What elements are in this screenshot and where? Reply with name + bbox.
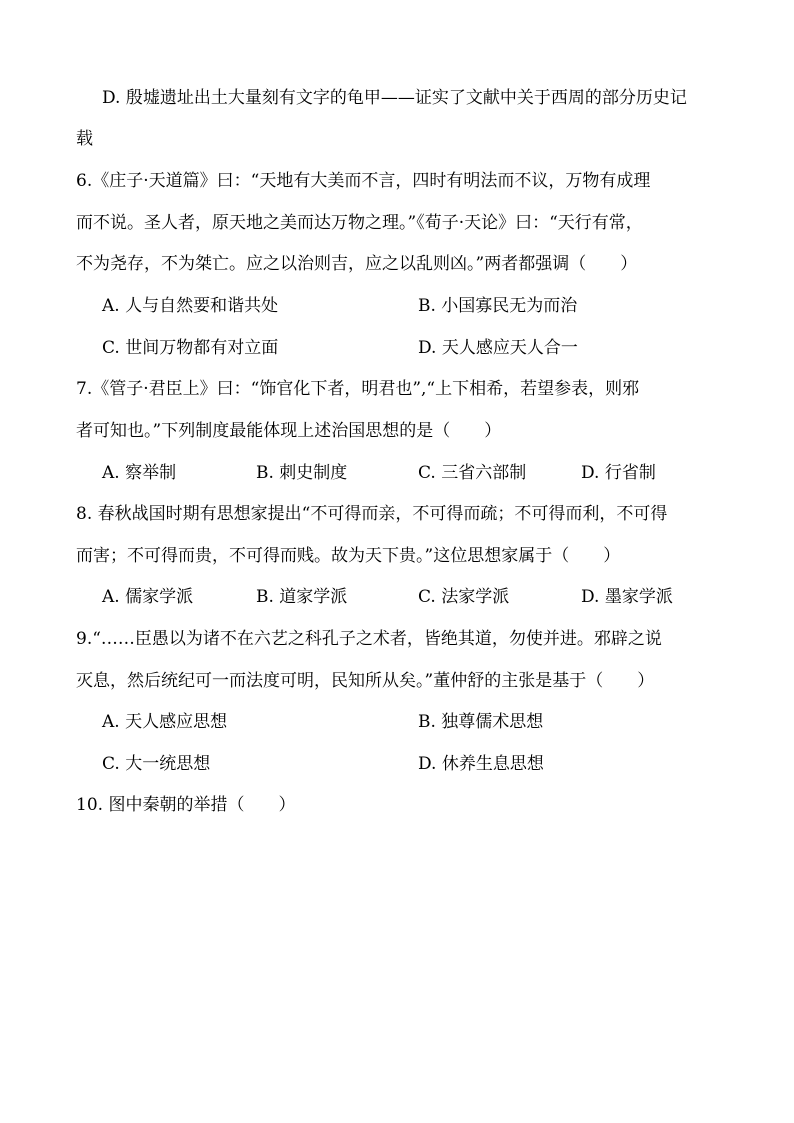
q6-option-d: D. 天人感应天人合一 [418, 338, 578, 358]
q8-option-a: A. 儒家学派 [102, 587, 194, 607]
q6-stem-line2: 而不说。圣人者，原天地之美而达万物之理。”《荀子·天论》曰：“天行有常， [76, 213, 643, 233]
q9-option-c: C. 大一统思想 [102, 754, 211, 774]
q9-option-d: D. 休养生息思想 [418, 754, 544, 774]
q7-option-d: D. 行省制 [581, 463, 656, 483]
q8-option-b: B. 道家学派 [256, 587, 348, 607]
q6-stem-line1: 6.《庄子·天道篇》曰：“天地有大美而不言，四时有明法而不议，万物有成理 [76, 171, 651, 191]
q9-option-b: B. 独尊儒术思想 [418, 712, 544, 732]
q8-stem-line2: 而害；不可得而贵，不可得而贱。故为天下贵。”这位思想家属于（ ） [76, 546, 621, 566]
q6-option-a: A. 人与自然要和谐共处 [102, 296, 279, 316]
q5-option-d-cont: 载 [76, 129, 93, 149]
q8-option-c: C. 法家学派 [418, 587, 510, 607]
q7-option-c: C. 三省六部制 [418, 463, 527, 483]
q9-stem-line1: 9.“……臣愚以为诸不在六艺之科孔子之术者，皆绝其道，勿使并进。邪辟之说 [76, 629, 662, 649]
q6-option-c: C. 世间万物都有对立面 [102, 338, 279, 358]
q8-option-d: D. 墨家学派 [581, 587, 673, 607]
q10-stem-line1: 10. 图中秦朝的举措（ ） [76, 795, 296, 815]
q6-stem-line3: 不为尧存，不为桀亡。应之以治则吉，应之以乱则凶。”两者都强调（ ） [76, 254, 638, 274]
q9-option-a: A. 天人感应思想 [102, 712, 228, 732]
q5-option-d: D. 殷墟遗址出土大量刻有文字的龟甲——证实了文献中关于西周的部分历史记 [102, 88, 687, 108]
q6-option-b: B. 小国寡民无为而治 [418, 296, 578, 316]
q7-option-a: A. 察举制 [102, 463, 177, 483]
q9-stem-line2: 灭息，然后统纪可一而法度可明，民知所从矣。”董仲舒的主张是基于（ ） [76, 671, 655, 691]
q8-stem-line1: 8. 春秋战国时期有思想家提出“不可得而亲，不可得而疏；不可得而利，不可得 [76, 504, 668, 524]
q7-stem-line1: 7.《管子·君臣上》曰：“饰官化下者，明君也”,“上下相希，若望参表，则邪 [76, 379, 640, 399]
q7-stem-line2: 者可知也。”下列制度最能体现上述治国思想的是（ ） [76, 421, 502, 441]
q7-option-b: B. 刺史制度 [256, 463, 348, 483]
